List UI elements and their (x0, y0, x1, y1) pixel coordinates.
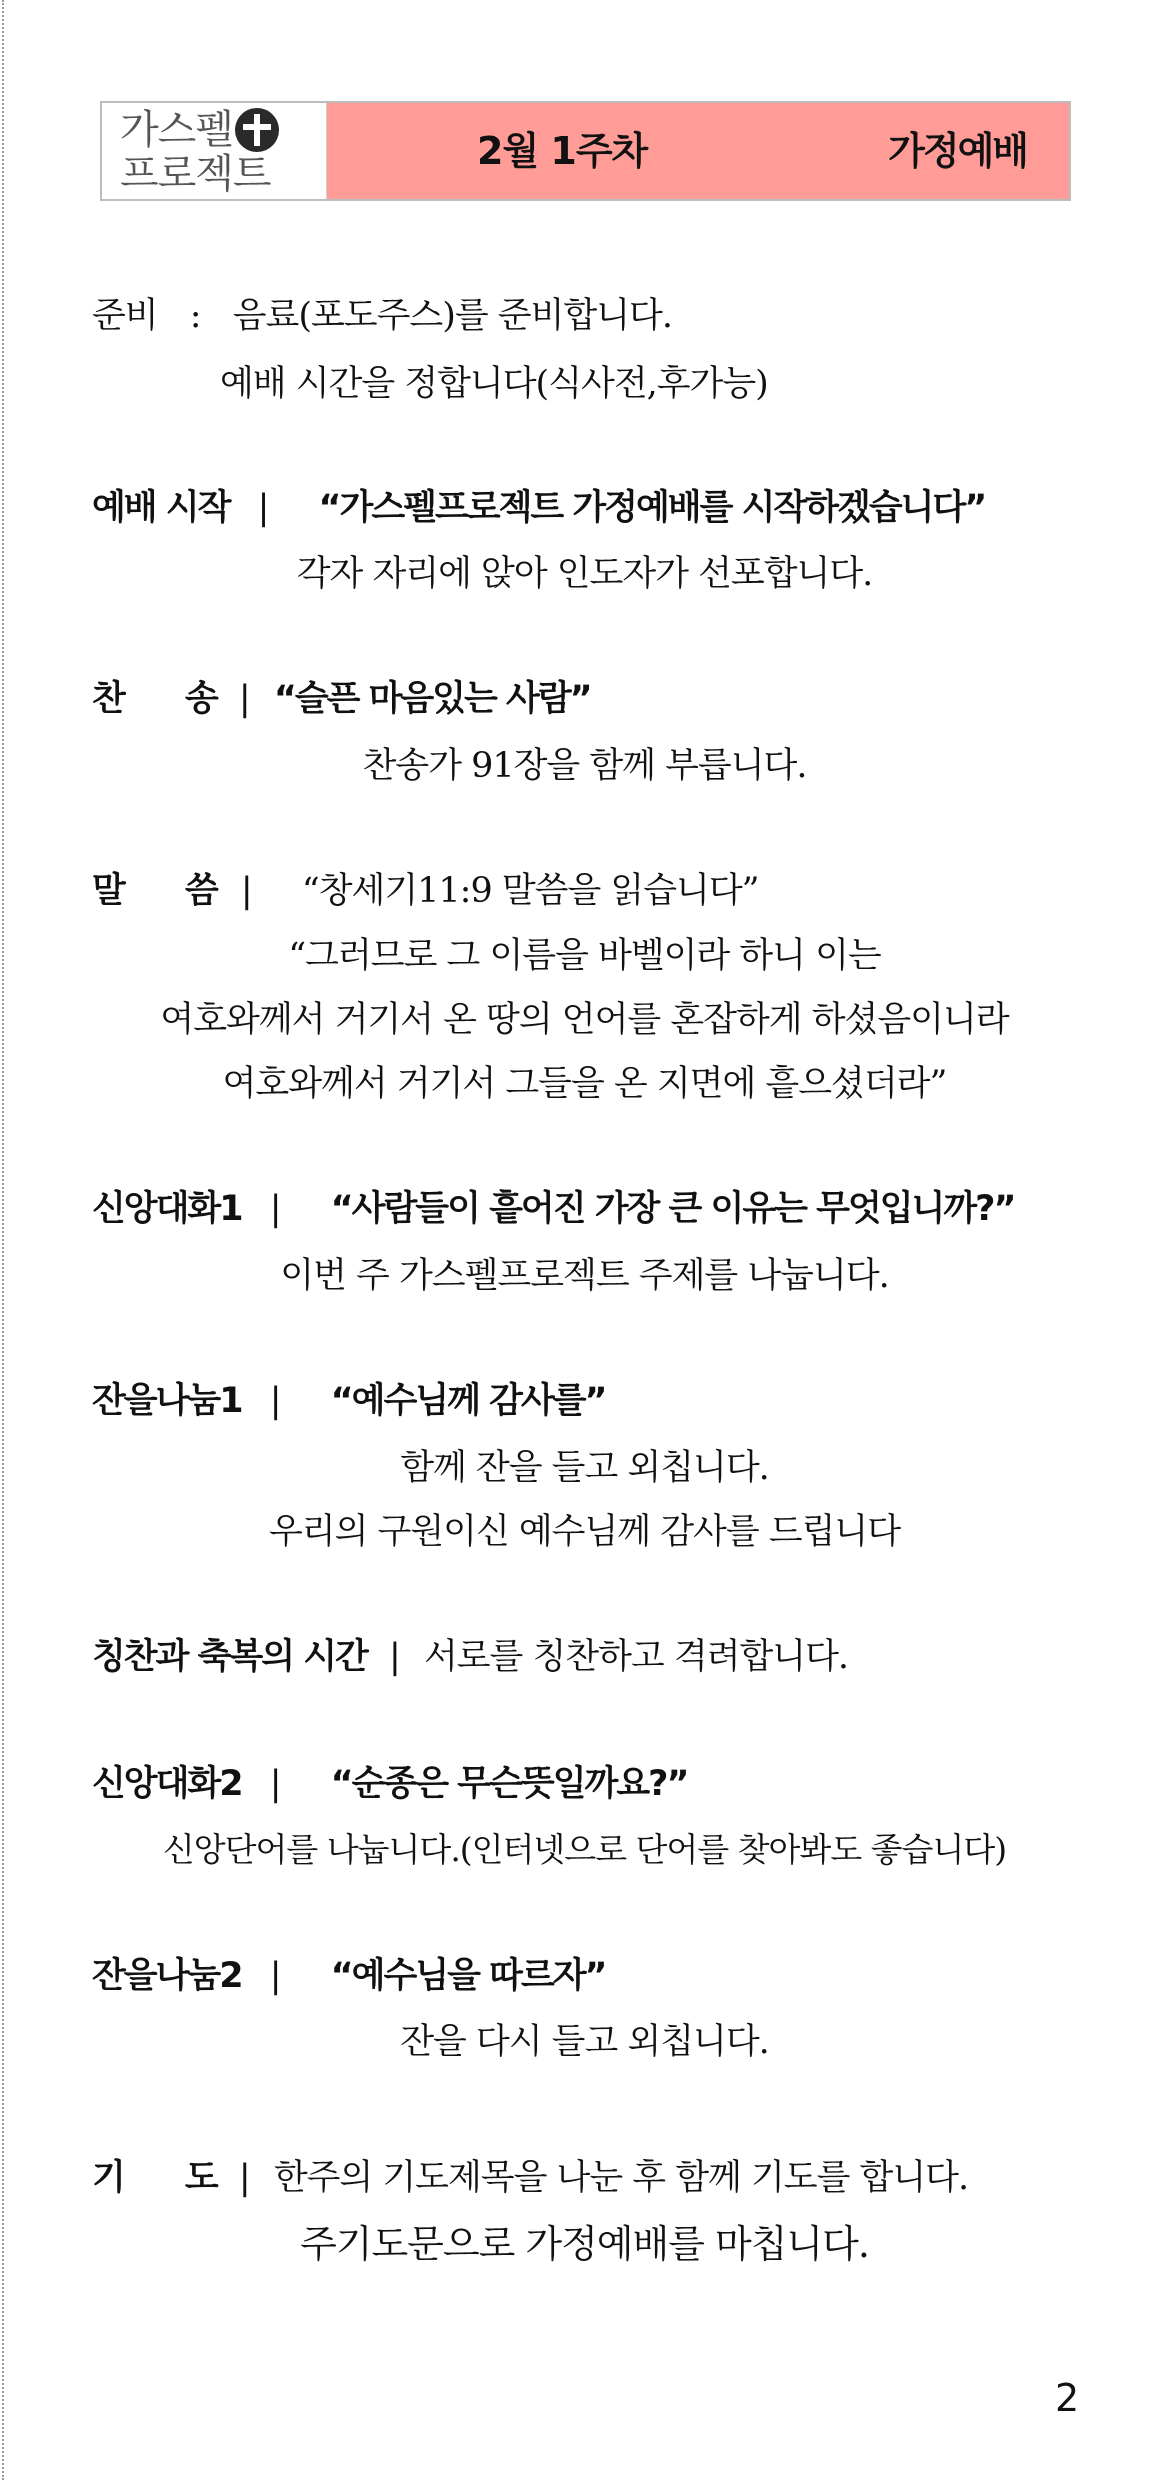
section-talk1-text-1: 이번 주 가스펠프로젝트 주제를 나눕니다. (280, 1256, 889, 1296)
page-title: 가정예배 (888, 129, 1027, 173)
section-hymn-heading (92, 673, 591, 725)
section-cup2-title: “예수님을 따르자” (330, 1956, 606, 1996)
section-hymn-label: 찬 송 (92, 679, 217, 719)
logo-text-line2: 프로젝트 (120, 151, 271, 197)
section-cup1-text-1: 함께 잔을 들고 외칩니다. (400, 1448, 769, 1488)
section-cup2-heading (92, 1950, 606, 2002)
section-word-separator: | (240, 871, 252, 911)
section-start-heading (92, 482, 985, 534)
section-word-title: “창세기11:9 말씀을 읽습니다” (301, 871, 759, 911)
page-header (100, 101, 1071, 201)
section-talk1-label: 신앙대화1 (92, 1189, 242, 1229)
section-hymn-text-1: 찬송가 91장을 함께 부릅니다. (362, 746, 807, 786)
section-cup1-title: “예수님께 감사를” (330, 1381, 606, 1421)
section-talk2-text-1: 신앙단어를 나눕니다.(인터넷으로 단어를 찾아봐도 좋습니다) (162, 1830, 1007, 1869)
prep-text-1: 음료(포도주스)를 준비합니다. (232, 296, 672, 336)
section-start-separator: | (257, 488, 269, 528)
section-cup1-label: 잔을나눔1 (92, 1381, 242, 1421)
page-dotted-border (2, 0, 4, 2480)
gospel-project-logo (102, 103, 327, 199)
section-cup2-label: 잔을나눔2 (92, 1956, 242, 1996)
section-talk2-title: “순종은 무슨뜻일까요?” (330, 1764, 688, 1804)
section-start-text-1: 각자 자리에 앉아 인도자가 선포합니다. (296, 554, 873, 594)
section-word-text-1: “그러므로 그 이름을 바벨이라 하니 이는 (288, 936, 881, 976)
prep-label: 준비 (92, 296, 158, 336)
header-band (327, 103, 1069, 199)
section-praise-heading (92, 1631, 848, 1683)
section-talk2-label: 신앙대화2 (92, 1764, 242, 1804)
section-word-label: 말 씀 (92, 871, 217, 911)
prep-colon: : (189, 296, 201, 336)
section-word-text-2: 여호와께서 거기서 온 땅의 언어를 혼잡하게 하셨음이니라 (160, 1000, 1009, 1040)
section-talk1-separator: | (269, 1189, 281, 1229)
section-talk2-heading (92, 1758, 687, 1810)
logo-text-line1: 가스펠 (120, 107, 233, 153)
page-number: 2 (1055, 2376, 1080, 2420)
section-prayer-title: 한주의 기도제목을 나눈 후 함께 기도를 합니다. (273, 2158, 969, 2198)
section-praise-separator: | (389, 1637, 400, 1677)
section-prayer-separator: | (238, 2158, 250, 2198)
section-cup2-text-1: 잔을 다시 들고 외칩니다. (400, 2022, 769, 2062)
section-prayer-heading (92, 2152, 968, 2204)
section-praise-label: 칭찬과 축복의 시간 (92, 1637, 367, 1677)
section-word-heading (92, 865, 759, 917)
section-talk1-heading (92, 1183, 1015, 1235)
section-cup1-text-2: 우리의 구원이신 예수님께 감사를 드립니다 (268, 1512, 901, 1552)
prep-line (92, 290, 672, 342)
section-prayer-text-1: 주기도문으로 가정예배를 마칩니다. (300, 2222, 869, 2266)
prep-text-2: 예배 시간을 정합니다(식사전,후가능) (220, 364, 768, 404)
section-cup1-separator: | (269, 1381, 281, 1421)
section-prayer-label: 기 도 (92, 2158, 217, 2198)
cross-icon (235, 108, 279, 152)
section-talk1-title: “사람들이 흩어진 가장 큰 이유는 무엇입니까?” (330, 1189, 1015, 1229)
section-word-text-3: 여호와께서 거기서 그들을 온 지면에 흩으셨더라” (222, 1064, 947, 1104)
section-cup2-separator: | (269, 1956, 281, 1996)
section-praise-title: 서로를 칭찬하고 격려합니다. (423, 1637, 849, 1677)
section-talk2-separator: | (269, 1764, 281, 1804)
section-start-title: “가스펠프로젝트 가정예배를 시작하겠습니다” (318, 488, 986, 528)
week-label: 2월 1주차 (477, 129, 648, 173)
section-start-label: 예배 시작 (92, 488, 230, 528)
section-cup1-heading (92, 1375, 606, 1427)
section-hymn-title: “슬픈 마음있는 사람” (273, 679, 591, 719)
section-hymn-separator: | (238, 679, 250, 719)
